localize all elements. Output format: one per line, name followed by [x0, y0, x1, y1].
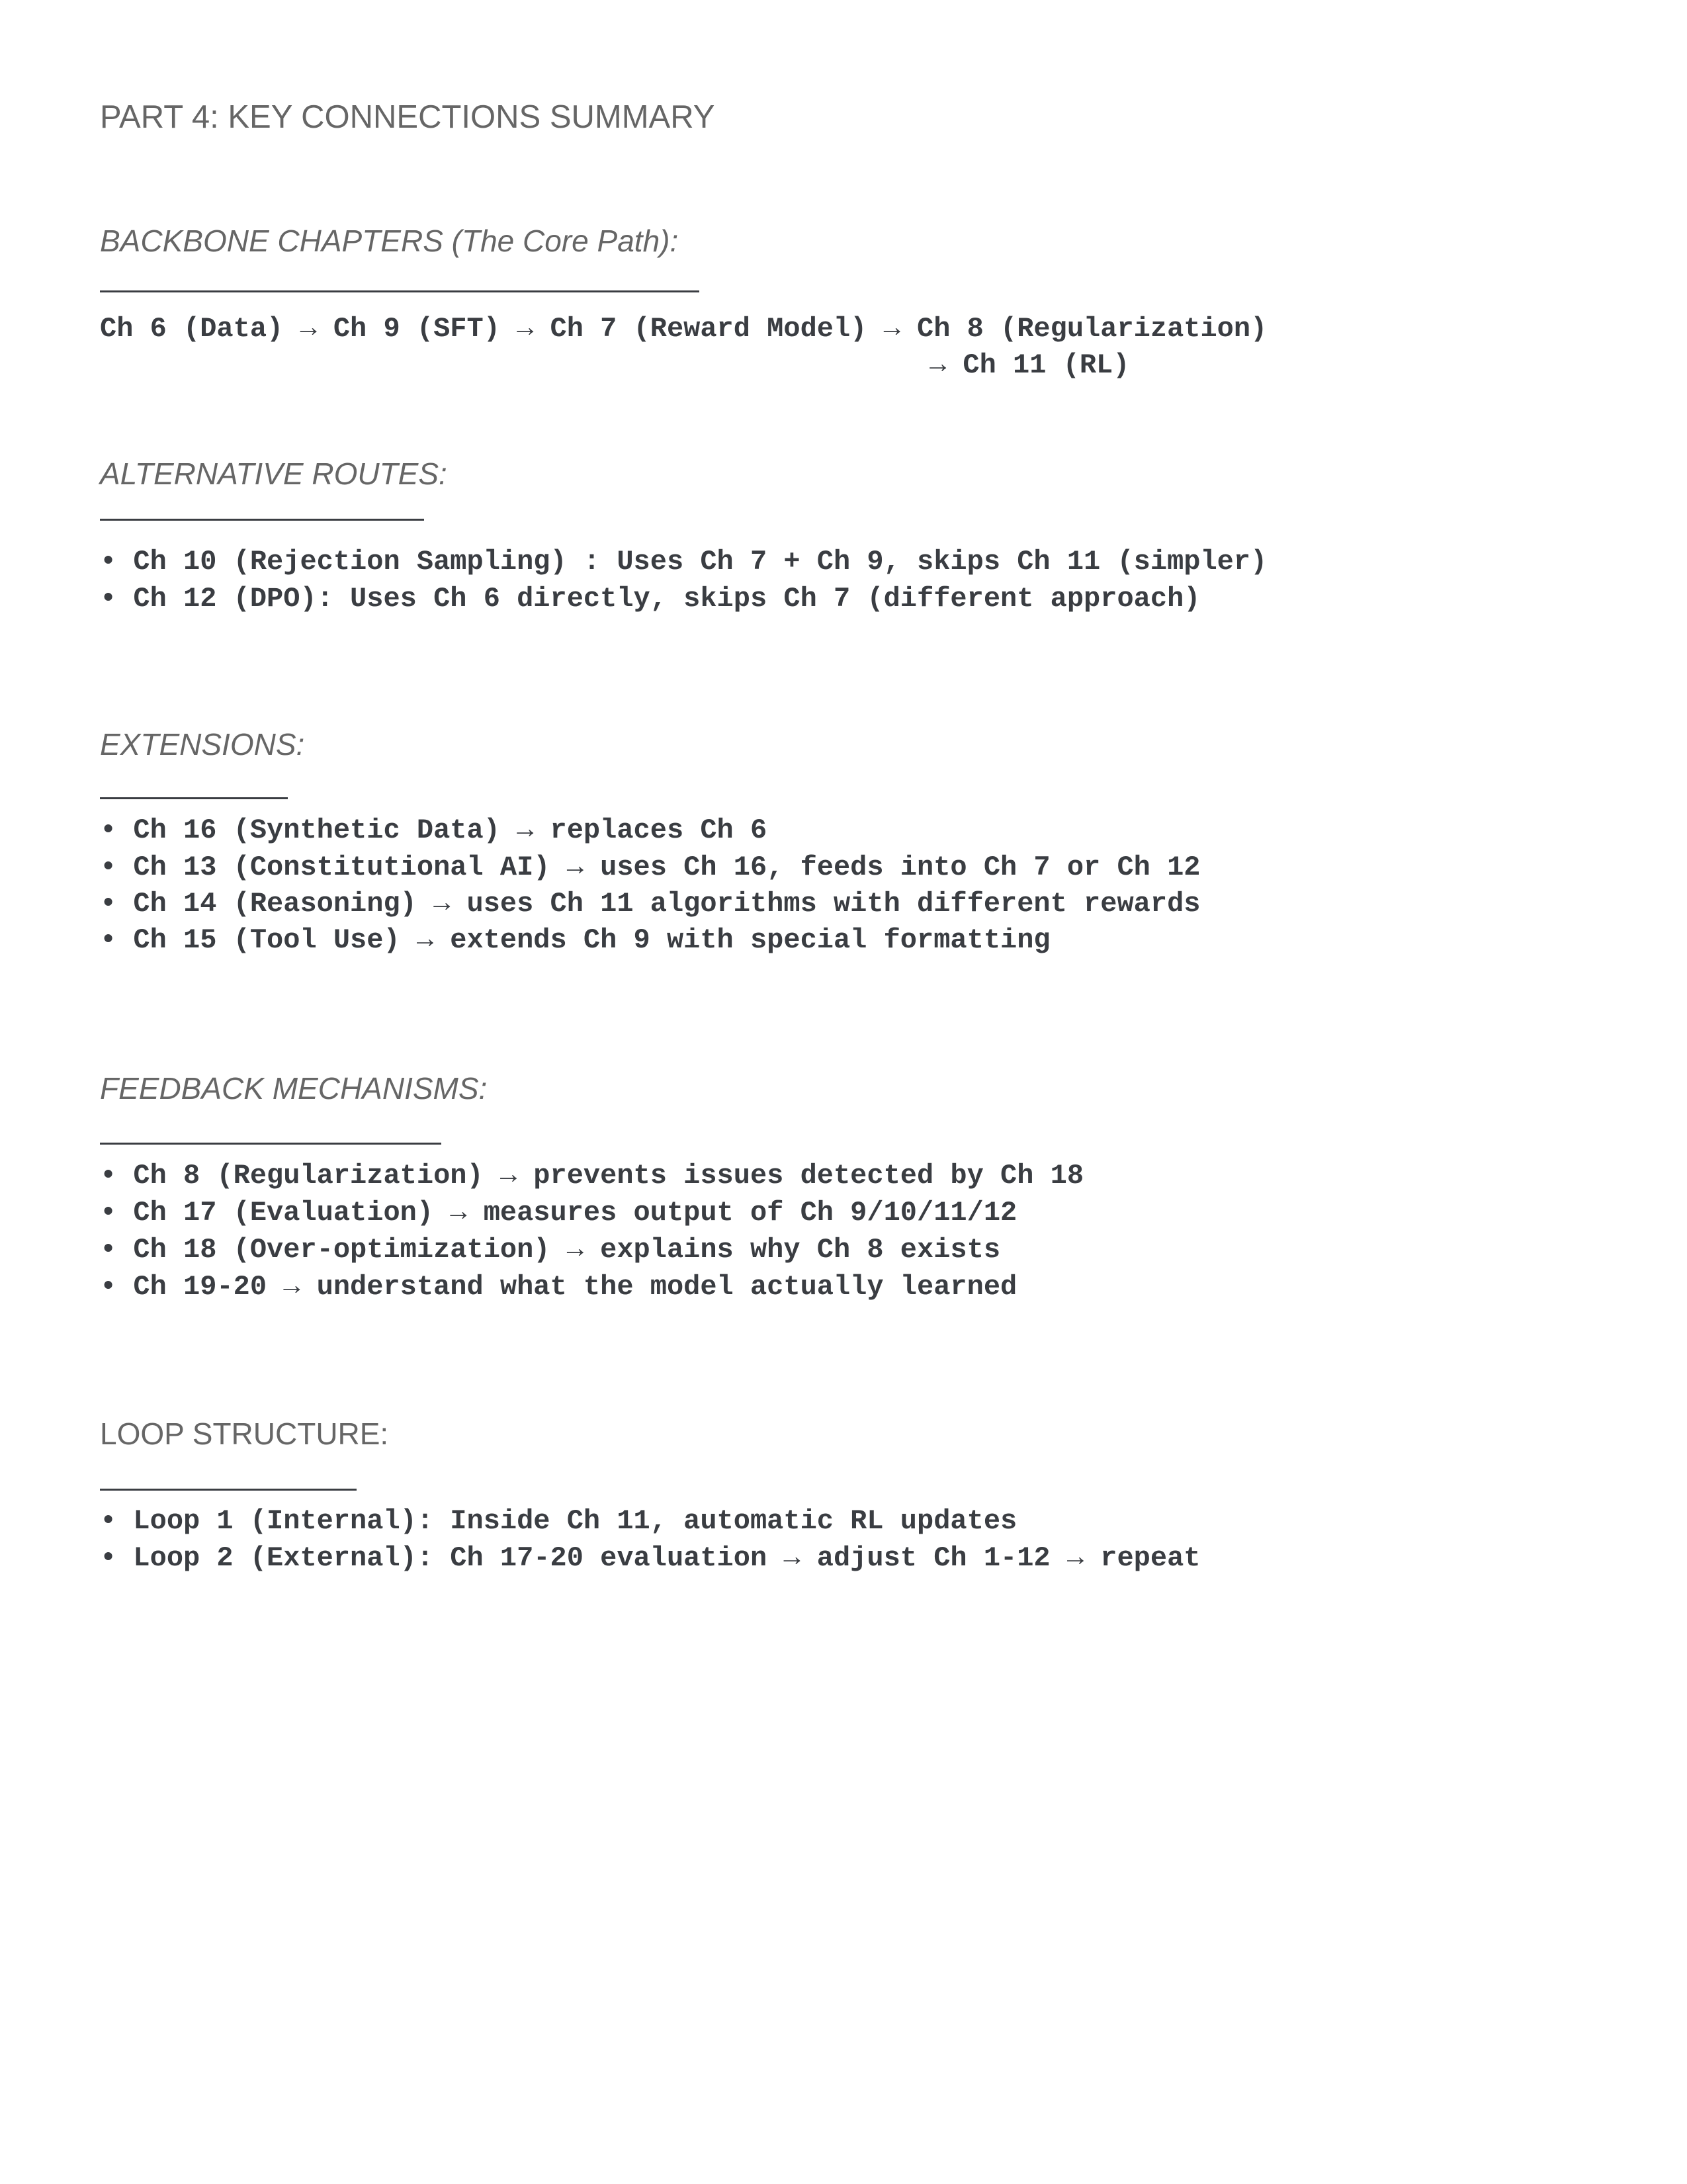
section-divider-feedback	[100, 1143, 441, 1145]
list-item: • Ch 16 (Synthetic Data) → replaces Ch 6	[100, 814, 767, 846]
list-item: • Ch 8 (Regularization) → prevents issues detected by Ch 18	[100, 1160, 1084, 1192]
list-item: • Ch 12 (DPO): Uses Ch 6 directly, skips Ch 7 (different approach)	[100, 583, 1201, 615]
section-divider-loop-structure	[100, 1489, 357, 1491]
page-title: PART 4: KEY CONNECTIONS SUMMARY	[100, 99, 715, 135]
section-heading-alternative-routes: ALTERNATIVE ROUTES:	[100, 457, 447, 491]
list-item: • Ch 15 (Tool Use) → extends Ch 9 with special formatting	[100, 924, 1051, 956]
backbone-path-line: Ch 6 (Data) → Ch 9 (SFT) → Ch 7 (Reward Model) → Ch 8 (Regularization)	[100, 313, 1268, 345]
list-item: • Loop 2 (External): Ch 17-20 evaluation → adjust Ch 1-12 → repeat	[100, 1542, 1201, 1574]
section-heading-backbone: BACKBONE CHAPTERS (The Core Path):	[100, 224, 679, 258]
section-heading-extensions: EXTENSIONS:	[100, 727, 305, 762]
list-item: • Ch 14 (Reasoning) → uses Ch 11 algorithms with different rewards	[100, 888, 1201, 920]
section-divider-extensions	[100, 797, 288, 799]
list-item: • Ch 19-20 → understand what the model actually learned	[100, 1271, 1017, 1303]
section-divider-backbone	[100, 290, 699, 292]
list-item: • Ch 18 (Over-optimization) → explains why Ch 8 exists	[100, 1234, 1001, 1266]
list-item: • Ch 13 (Constitutional AI) → uses Ch 16, feeds into Ch 7 or Ch 12	[100, 852, 1201, 883]
list-item: • Ch 10 (Rejection Sampling) : Uses Ch 7 + Ch 9, skips Ch 11 (simpler)	[100, 546, 1268, 578]
list-item: • Loop 1 (Internal): Inside Ch 11, automatic RL updates	[100, 1505, 1017, 1537]
section-heading-feedback-mechanisms: FEEDBACK MECHANISMS:	[100, 1071, 488, 1106]
list-item: • Ch 17 (Evaluation) → measures output of Ch 9/10/11/12	[100, 1197, 1017, 1229]
section-heading-loop-structure: LOOP STRUCTURE:	[100, 1417, 389, 1451]
section-divider-alternative-routes	[100, 519, 424, 521]
backbone-path-branch: → Ch 11 (RL)	[930, 349, 1130, 381]
